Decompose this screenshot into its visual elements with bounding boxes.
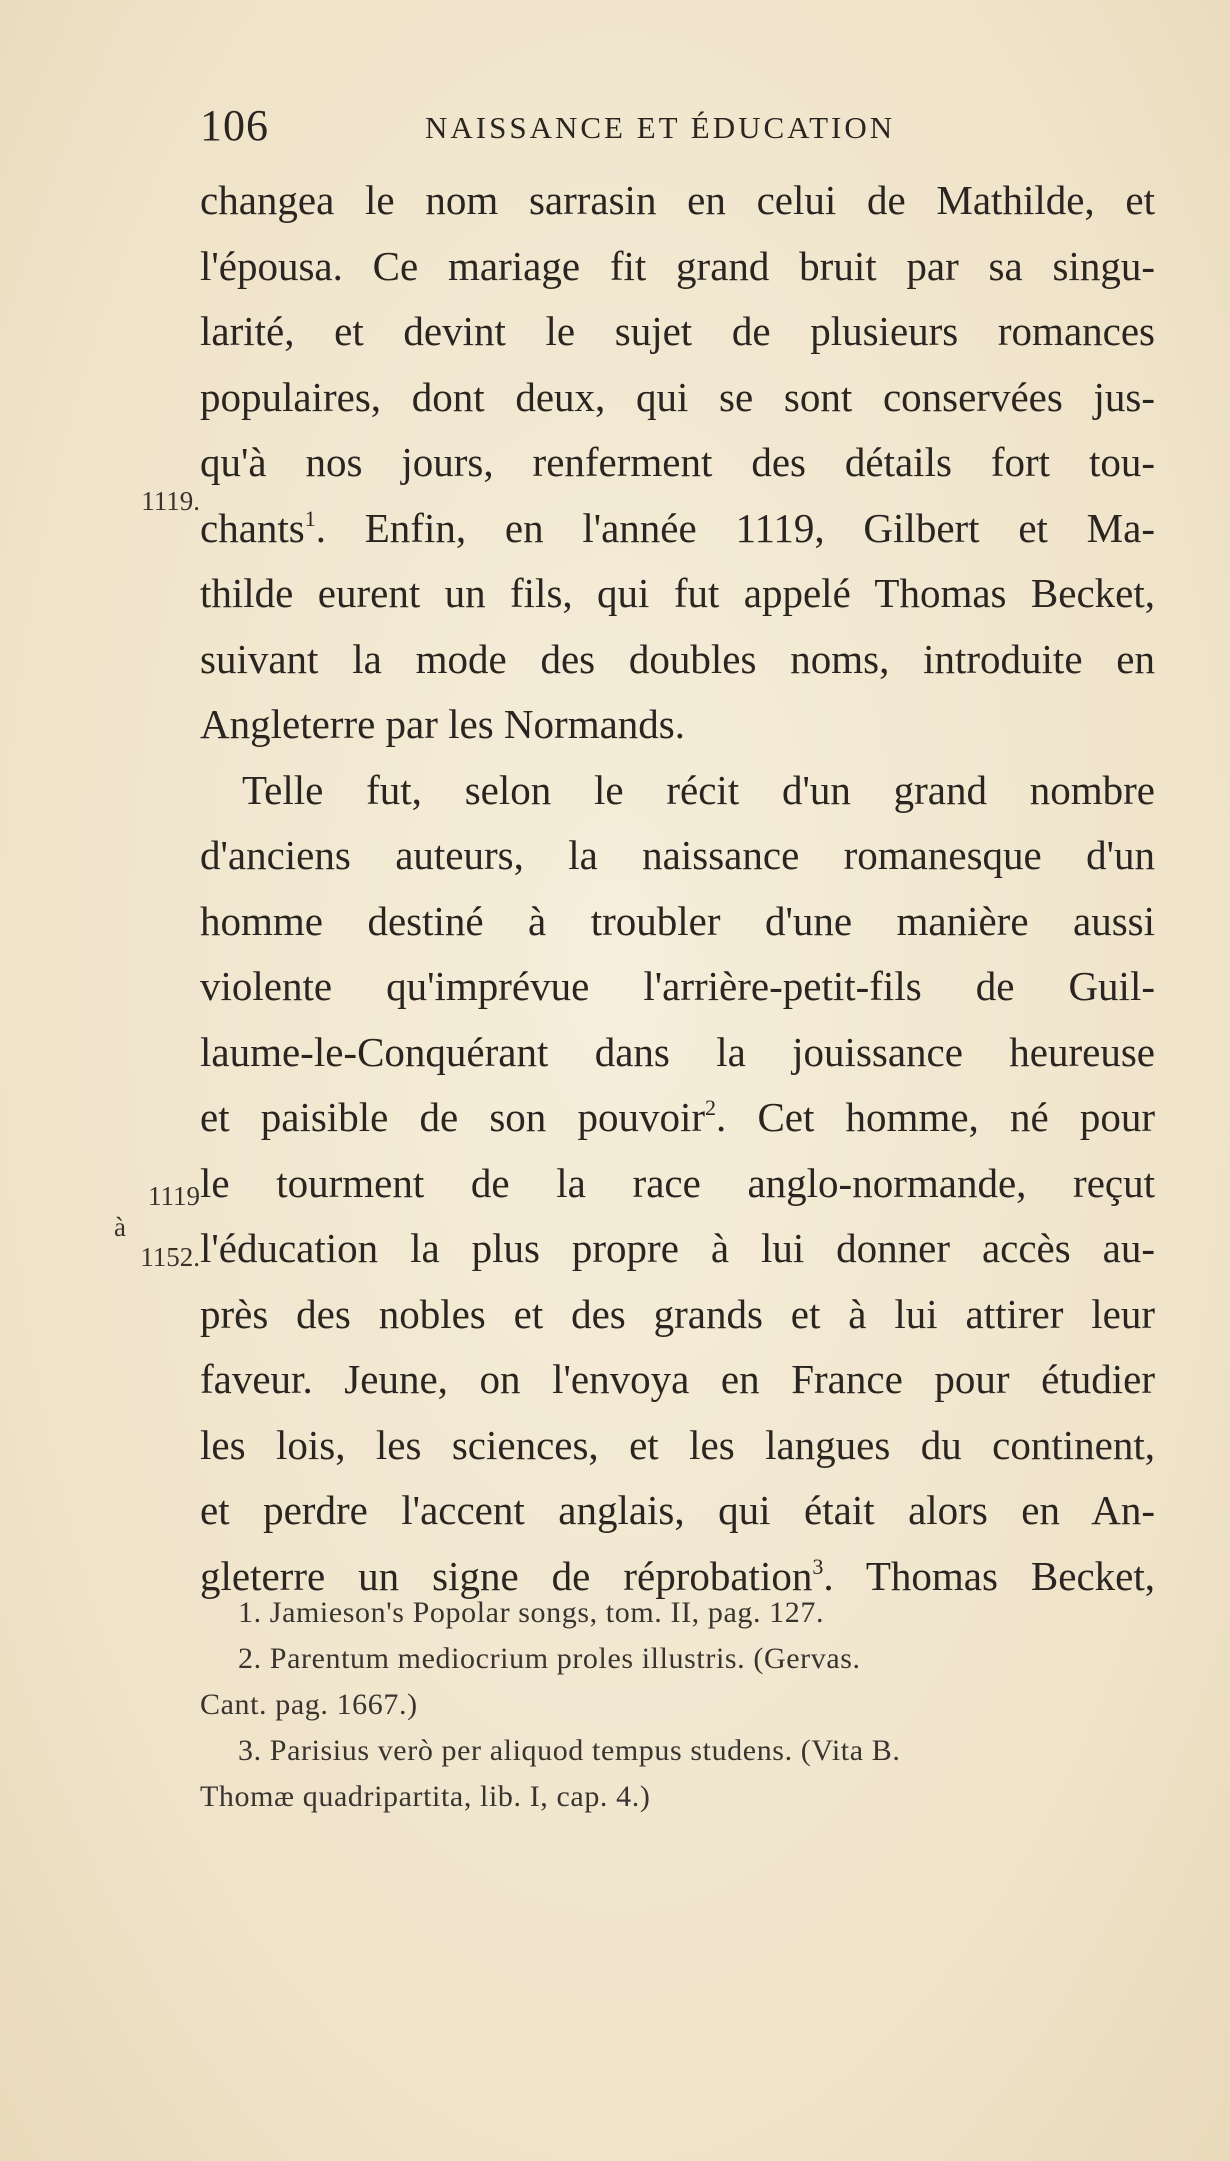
body-line-part: gleterre un signe de réprobation [200, 1552, 813, 1599]
footnote-2: 2. Parentum mediocrium proles illustris. (Gervas. [238, 1642, 861, 1675]
page-number: 106 [200, 101, 269, 150]
body-line: près des nobles et des grands et à lui attirer leur [200, 1290, 1155, 1337]
body-line [200, 496, 1155, 562]
body-line: suivant la mode des doubles noms, introduite en [200, 635, 1155, 682]
footnote-3-cont: Thomæ quadripartita, lib. I, cap. 4.) [200, 1780, 651, 1813]
body-line: changea le nom sarrasin en celui de Mathilde, et [200, 177, 1155, 223]
running-title: NAISSANCE ET ÉDUCATION [425, 110, 896, 145]
body-line: et perdre l'accent anglais, qui était alors en An- [200, 1487, 1155, 1533]
body-line: faveur. Jeune, on l'envoya en France pour étudier [200, 1356, 1155, 1402]
footnote-2-cont: Cant. pag. 1667.) [200, 1688, 418, 1721]
body-line: le tourment de la race anglo-normande, reçut [200, 1159, 1155, 1206]
body-line-part: . Cet homme, né pour [716, 1094, 1155, 1140]
body-line: l'éducation la plus propre à lui donner accès au- [200, 1225, 1155, 1271]
body-line [200, 1085, 1155, 1151]
body-line: homme destiné à troubler d'une manière aussi [200, 897, 1155, 944]
footnote-1: 1. Jamieson's Popolar songs, tom. II, pag. 127. [238, 1596, 825, 1629]
body-line: larité, et devint le sujet de plusieurs romances [200, 308, 1155, 354]
footnotes [200, 1590, 1155, 1820]
body-line-part: . Enfin, en l'année 1119, Gilbert et Ma- [315, 504, 1155, 551]
body-line-part: et paisible de son pouvoir [200, 1094, 706, 1140]
body-line: violente qu'imprévue l'arrière-petit-fils de Guil- [200, 963, 1155, 1009]
margin-note-range-start: 1119 [148, 1181, 200, 1211]
margin-note-range-mid: à [114, 1212, 126, 1242]
body-line: Angleterre par les Normands. [200, 701, 685, 747]
body-line: l'épousa. Ce mariage fit grand bruit par sa singu- [200, 242, 1155, 289]
footnote-ref-1: 1 [304, 505, 316, 531]
page-header [200, 100, 1155, 150]
body-line-part: chants [200, 504, 305, 551]
body-line: laume-le-Conquérant dans la jouissance heureuse [200, 1028, 1155, 1075]
margin-note-range-end: 1152. [140, 1242, 200, 1272]
margin-note-year: 1119. [141, 486, 200, 516]
body-line-part: . Thomas Becket, [823, 1552, 1155, 1599]
body-line: populaires, dont deux, qui se sont conservées jus- [200, 373, 1155, 420]
body-text [200, 168, 1155, 1609]
footnote-ref-2: 2 [705, 1095, 717, 1120]
body-line: d'anciens auteurs, la naissance romanesque d'un [200, 832, 1155, 878]
footnote-3: 3. Parisius verò per aliquod tempus studens. (Vita B. [238, 1734, 901, 1767]
body-line: les lois, les sciences, et les langues du continent, [200, 1421, 1155, 1468]
body-line: qu'à nos jours, renferment des détails fort tou- [200, 439, 1155, 485]
footnote-ref-3: 3 [812, 1553, 824, 1579]
body-line: Telle fut, selon le récit d'un grand nombre [242, 766, 1155, 813]
body-line: thilde eurent un fils, qui fut appelé Thomas Becket, [200, 570, 1155, 616]
